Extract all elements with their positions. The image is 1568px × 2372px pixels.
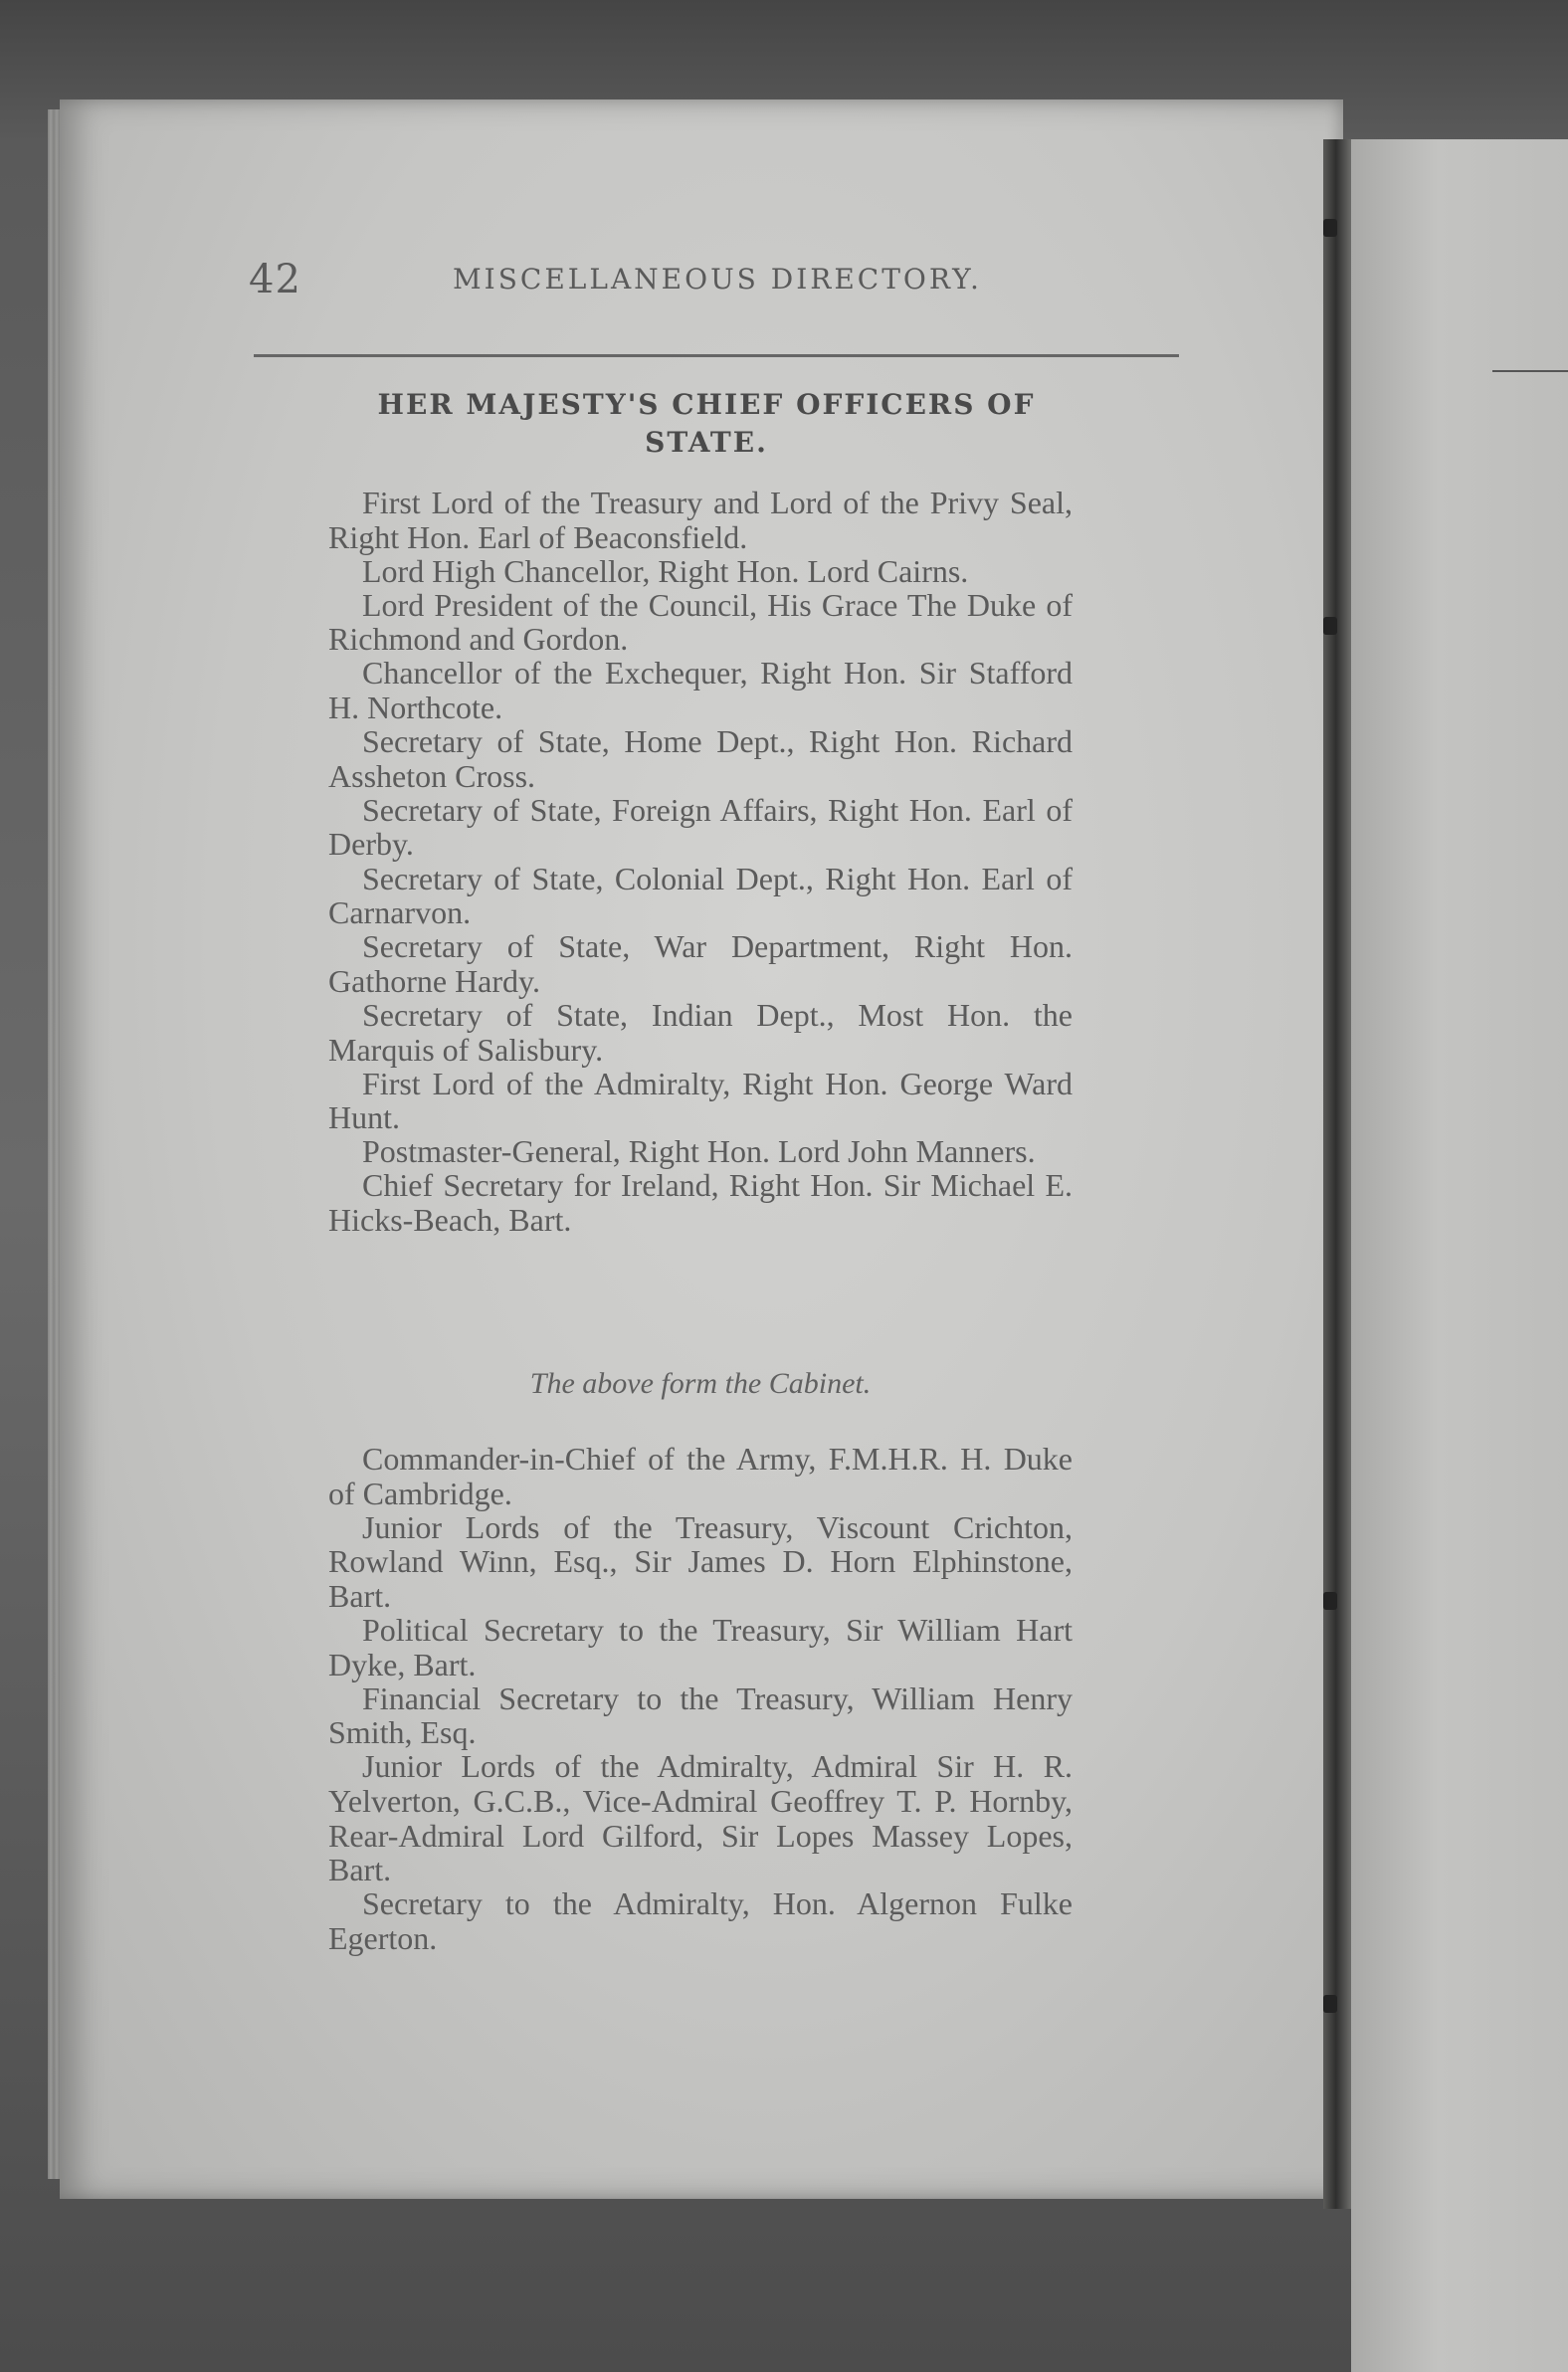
- directory-entry: Chief Secretary for Ireland, Right Hon. Sir Michael E. Hicks-Beach, Bart.: [328, 1167, 1073, 1238]
- running-head: MISCELLANEOUS DIRECTORY.: [453, 263, 982, 296]
- binding-stitch: [1323, 219, 1337, 237]
- directory-entry: Financial Secretary to the Treasury, William Henry Smith, Esq.: [328, 1680, 1073, 1751]
- facing-page-rule: [1492, 370, 1568, 372]
- directory-entry: Secretary of State, Foreign Affairs, Right Hon. Earl of Derby.: [328, 791, 1073, 863]
- directory-entry: Postmaster-General, Right Hon. Lord John Manners.: [362, 1133, 1036, 1170]
- binding-stitch: [1323, 617, 1337, 635]
- section-title-line: HER MAJESTY'S CHIEF OFFICERS OF: [377, 388, 1036, 421]
- book-gutter: [1323, 139, 1351, 2209]
- directory-entry: Secretary of State, Indian Dept., Most Hon. the Marquis of Salisbury.: [328, 996, 1073, 1068]
- directory-entry: Secretary to the Admiralty, Hon. Algernon Fulke Egerton.: [328, 1885, 1073, 1956]
- directory-entry: First Lord of the Treasury and Lord of the Privy Seal, Right Hon. Earl of Beaconsfield.: [328, 485, 1073, 555]
- directory-entry: Secretary of State, Colonial Dept., Right Hon. Earl of Carnarvon.: [328, 860, 1073, 931]
- other-officer-entries: [328, 1442, 1073, 1955]
- directory-entry: Political Secretary to the Treasury, Sir William Hart Dyke, Bart.: [328, 1611, 1073, 1682]
- binding-stitch: [1323, 1592, 1337, 1610]
- facing-page: [1351, 139, 1568, 2372]
- directory-entry: Chancellor of the Exchequer, Right Hon. Sir Stafford H. Northcote.: [328, 655, 1073, 726]
- directory-entry: Lord High Chancellor, Right Hon. Lord Cairns.: [362, 552, 969, 589]
- cabinet-note: The above form the Cabinet.: [529, 1367, 872, 1400]
- section-title-line: STATE.: [645, 426, 768, 459]
- directory-entry: Commander-in-Chief of the Army, F.M.H.R. H. Duke of Cambridge.: [328, 1441, 1073, 1511]
- directory-entry: Secretary of State, War Department, Right Hon. Gathorne Hardy.: [328, 928, 1073, 999]
- page-header: [249, 257, 1194, 306]
- directory-entry: Lord President of the Council, His Grace The Duke of Richmond and Gordon.: [328, 586, 1073, 658]
- section-title: [328, 386, 1084, 462]
- header-rule: [254, 354, 1179, 357]
- page-number: 42: [249, 257, 301, 302]
- directory-entry: First Lord of the Admiralty, Right Hon. George Ward Hunt.: [328, 1065, 1073, 1136]
- directory-entry: Secretary of State, Home Dept., Right Hon. Richard Assheton Cross.: [328, 723, 1073, 794]
- directory-entry: Junior Lords of the Treasury, Viscount Crichton, Rowland Winn, Esq., Sir James D. Horn Elphinstone, Bart.: [328, 1508, 1073, 1614]
- directory-entry: Junior Lords of the Admiralty, Admiral Sir H. R. Yelverton, G.C.B., Vice-Admiral Geoffrey T. P. Hornby, Rear-Admiral Lord Gilford, Sir Lopes Massey Lopes, Bart.: [328, 1748, 1073, 1888]
- cabinet-entries: [328, 486, 1073, 1237]
- binding-stitch: [1323, 1995, 1337, 2013]
